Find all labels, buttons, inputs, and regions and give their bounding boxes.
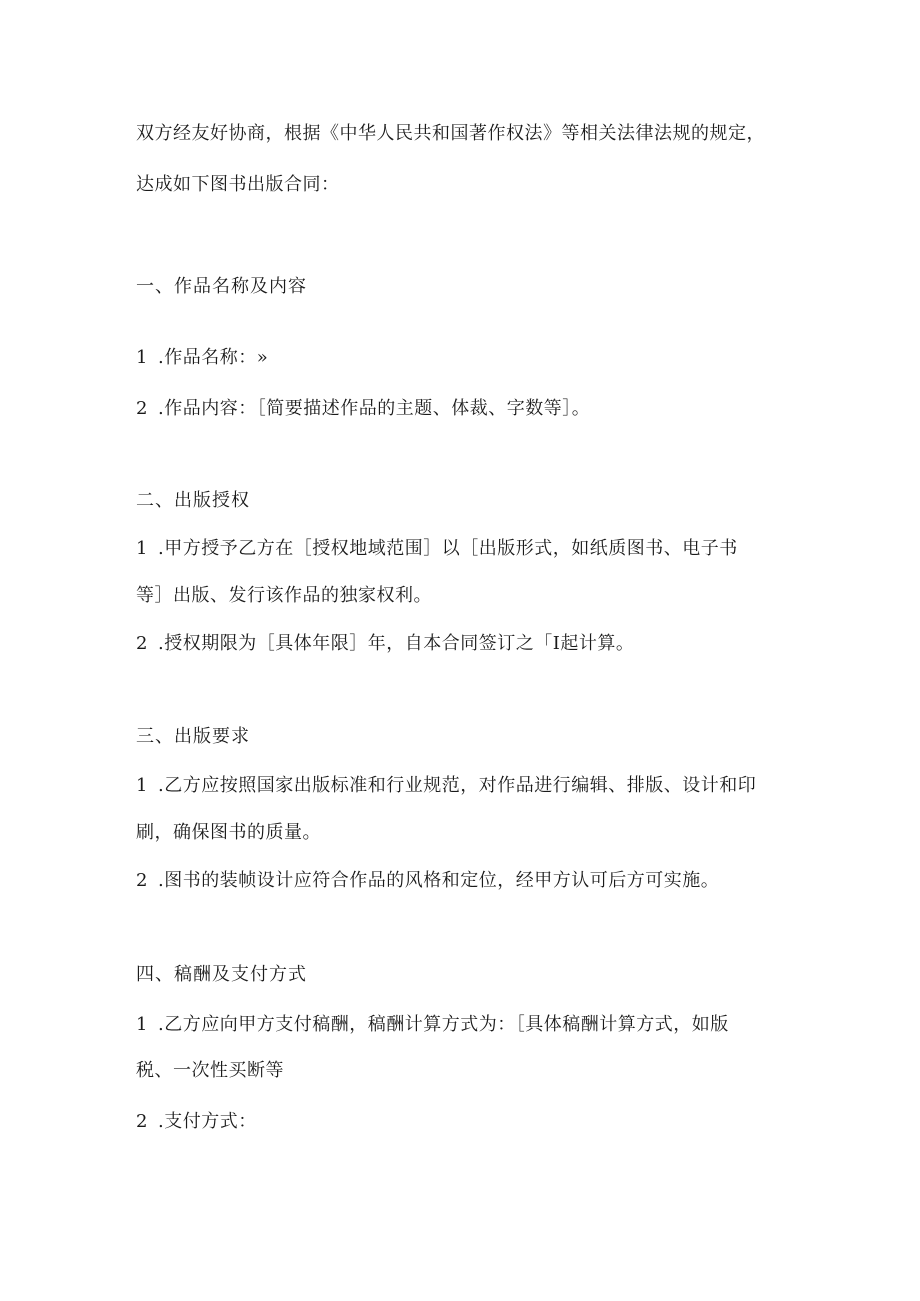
item-number: 1	[136, 1014, 148, 1035]
list-item	[136, 397, 590, 421]
item-text: .作品名称：»	[158, 347, 269, 368]
intro-line-1: 双方经友好协商，根据《中华人民共和国著作权法》等相关法律法规的规定，	[136, 123, 765, 144]
item-text: .乙方应按照国家出版标准和行业规范，对作品进行编辑、排版、设计和印	[158, 775, 757, 796]
list-item	[136, 1110, 257, 1134]
item-number: 2	[136, 1111, 148, 1132]
item-text: .授权期限为［具体年限］年，自本合同签订之「I起计算。	[158, 633, 635, 654]
list-item	[136, 632, 634, 656]
item-text: .图书的装帧设计应符合作品的风格和定位，经甲方认可后方可实施。	[158, 870, 720, 891]
item-text: .作品内容：［简要描述作品的主题、体裁、字数等］。	[158, 398, 591, 419]
section-heading: 三、出版要求	[136, 726, 250, 747]
list-item	[136, 869, 719, 893]
item-number: 1	[136, 347, 148, 368]
list-item	[136, 1013, 729, 1037]
item-number: 1	[136, 538, 148, 559]
item-continuation: 等］出版、发行该作品的独家权利。	[136, 585, 432, 606]
item-number: 1	[136, 775, 148, 796]
item-number: 2	[136, 633, 148, 654]
section-heading: 一、作品名称及内容	[136, 276, 307, 297]
list-item	[136, 537, 738, 561]
item-text: .支付方式：	[158, 1111, 257, 1132]
item-continuation: 税、一次性买断等	[136, 1060, 284, 1081]
item-text: .乙方应向甲方支付稿酬，稿酬计算方式为：［具体稿酬计算方式，如版	[158, 1014, 729, 1035]
item-number: 2	[136, 870, 148, 891]
section-heading: 四、稿酬及支付方式	[136, 964, 307, 985]
item-continuation: 刷，确保图书的质量。	[136, 822, 321, 843]
section-heading: 二、出版授权	[136, 490, 250, 511]
item-text: .甲方授予乙方在［授权地域范围］以［出版形式，如纸质图书、电子书	[158, 538, 738, 559]
intro-line-2: 达成如下图书出版合同：	[136, 174, 340, 195]
list-item	[136, 774, 756, 798]
item-number: 2	[136, 398, 148, 419]
list-item	[136, 346, 268, 370]
